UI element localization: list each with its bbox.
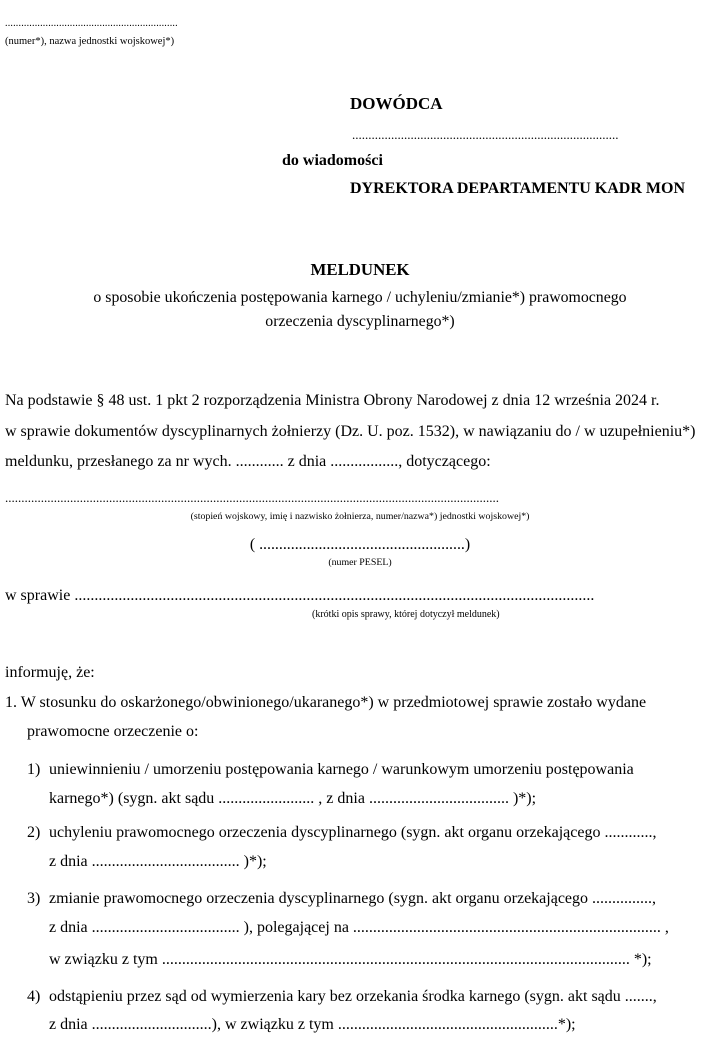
pesel-caption: (numer PESEL): [328, 557, 392, 568]
item-1-number: 1): [27, 761, 41, 778]
commander-heading: DOWÓDCA: [350, 94, 443, 113]
intro-line-2: w sprawie dokumentów dyscyplinarnych żołnierzy (Dz. U. poz. 1532), w nawiązaniu do / w uzupełnieniu*): [5, 423, 696, 440]
item-3-line-2: z dnia ..................................... ), polegającej na ............................................................................. ,: [49, 919, 669, 936]
item-4-number: 4): [27, 988, 41, 1005]
item-1-line-2: karnego*) (sygn. akt sądu ........................ , z dnia ................................... )*);: [49, 790, 537, 807]
document-subtitle-line2: orzeczenia dyscyplinarnego*): [265, 313, 455, 330]
intro-line-1: Na podstawie § 48 ust. 1 pkt 2 rozporządzenia Ministra Obrony Narodowej z dnia 12 września 2024 r.: [5, 392, 660, 409]
item-2-line-2: z dnia ..................................... )*);: [49, 853, 267, 870]
item-2-number: 2): [27, 824, 41, 841]
item-3-number: 3): [27, 890, 41, 907]
document-title: MELDUNEK: [310, 260, 410, 279]
for-information-label: do wiadomości: [282, 152, 383, 169]
pesel-field: ( ....................................................): [249, 536, 471, 553]
intro-line-3: meldunku, przesłanego za nr wych. ............ z dnia ................., dotyczącego:: [5, 453, 491, 470]
item-1-line-1: uniewinnieniu / umorzeniu postępowania karnego / warunkowym umorzeniu postępowania: [49, 761, 634, 778]
soldier-caption: (stopień wojskowy, imię i nazwisko żołnierza, numer/nazwa*) jednostki wojskowej*): [190, 511, 530, 522]
point-1-line-2: prawomocne orzeczenie o:: [27, 723, 199, 740]
unit-label: (numer*), nazwa jednostki wojskowej*): [5, 36, 175, 47]
inform-label: informuję, że:: [5, 664, 95, 681]
item-2-line-1: uchyleniu prawomocnego orzeczenia dyscyplinarnego (sygn. akt organu orzekającego ............,: [49, 824, 657, 841]
document-subtitle-line1: o sposobie ukończenia postępowania karnego / uchyleniu/zmianie*) prawomocnego: [93, 289, 627, 306]
item-3-line-3: w związku z tym ..................................................................................................................... *);: [49, 951, 652, 968]
item-4-line-1: odstąpieniu przez sąd od wymierzenia kary bez orzekania środka karnego (sygn. akt sądu .......,: [49, 988, 657, 1005]
item-3-line-1: zmianie prawomocnego orzeczenia dyscyplinarnego (sygn. akt organu orzekającego ...............,: [49, 890, 657, 907]
case-caption: (krótki opis sprawy, której dotyczył meldunek): [312, 609, 500, 620]
item-4-line-2: z dnia ..............................), w związku z tym .......................................................*);: [49, 1016, 576, 1033]
case-line: w sprawie ..................................................................................................................................: [5, 587, 595, 604]
commander-dots: ..................................................................................: [352, 127, 619, 142]
point-1-line-1: 1. W stosunku do oskarżonego/obwinionego/ukaranego*) w przedmiotowej sprawie zostało wydane: [5, 694, 647, 711]
unit-dots: ................................................................: [5, 18, 178, 29]
director-heading: DYREKTORA DEPARTAMENTU KADR MON: [350, 180, 685, 197]
soldier-dots: ........................................................................................................................................................: [5, 490, 499, 505]
